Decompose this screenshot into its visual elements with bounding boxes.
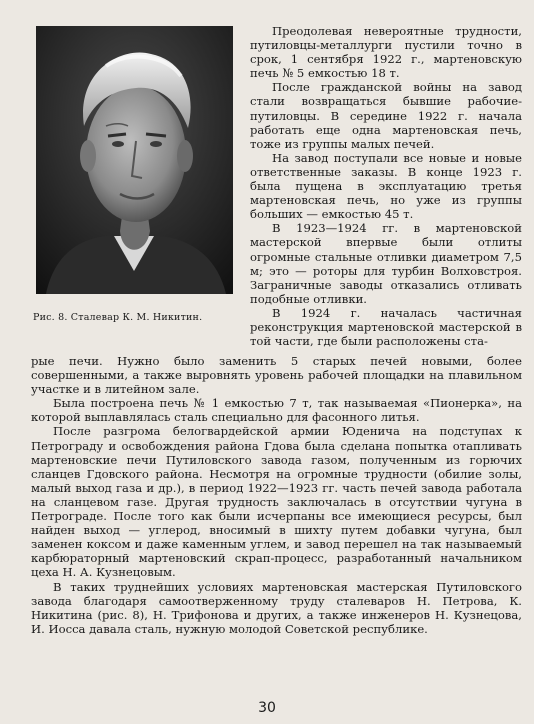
page-number: 30	[258, 700, 276, 716]
paragraph: После гражданской войны на завод стали возвращаться бывшие рабочие-путиловцы. В середине 1922 г. начала работать еще одна мартеновская печь, тоже из группы малых печей.	[250, 80, 522, 151]
paragraph: После разгрома белогвардейской армии Юденича на подступах к Петрограду и освобождения района Гдова была сделана попытка отапливать мартеновские печи Путиловского завода газом, полученным из горючих сланцев Гдовского района. Несмотря на огромные трудности (обилие золы, малый выход газа и др.), в период 1922—1923 гг. часть печей завода работала на сланцевом газе. Другая трудность заключалась в отсутствии чугуна в Петрограде. После того как были исчерпаны все имеющиеся ресурсы, был найден выход — углерод, вносимый в шихту путем добавки чугуна, был заменен коксом и даже каменным углем, и завод перешел на так называемый карбюраторный мартеновский скрап-процесс, разработанный начальником цеха Н. А. Кузнецовым.	[31, 424, 522, 580]
full-width-text	[31, 354, 522, 636]
portrait-illustration	[36, 26, 233, 294]
paragraph-continuation: рые печи. Нужно было заменить 5 старых печей новыми, более совершенными, а также выровнять уровень рабочей площадки на плавильном участке и в литейном зале.	[31, 354, 522, 397]
right-column-text	[250, 24, 522, 348]
paragraph: В 1923—1924 гг. в мартеновской мастерской впервые были отлиты огромные стальные отливки диаметром 7,5 м; это — роторы для турбин Волховстроя. Заграничные заводы отказались отливать подобные отливки.	[250, 221, 522, 306]
paragraph: Преодолевая невероятные трудности, путиловцы-металлурги пустили точно в срок, 1 сентября 1922 г., мартеновскую печь № 5 емкостью 18 т.	[250, 24, 522, 81]
paragraph: В 1924 г. началась частичная реконструкция мартеновской мастерской в той части, где были расположены ста-	[250, 305, 522, 349]
paragraph: На завод поступали все новые и новые ответственные заказы. В конце 1923 г. была пущена в эксплуатацию третья мартеновская печь, но уже из группы больших — емкостью 45 т.	[250, 150, 522, 222]
paragraph: В таких труднейших условиях мартеновская мастерская Путиловского завода благодаря самоотверженному труду сталеваров Н. Петрова, К. Никитина (рис. 8), Н. Трифонова и других, а также инженеров Н. Кузнецова, И. Иосса давала сталь, нужную молодой Советской республике.	[31, 579, 522, 636]
figure-caption: Рис. 8. Сталевар К. М. Никитин.	[33, 312, 203, 323]
paragraph: Была построена печь № 1 емкостью 7 т, так называемая «Пионерка», на которой выплавлялась сталь специально для фасонного литья.	[31, 396, 522, 425]
portrait-photo	[36, 26, 233, 294]
